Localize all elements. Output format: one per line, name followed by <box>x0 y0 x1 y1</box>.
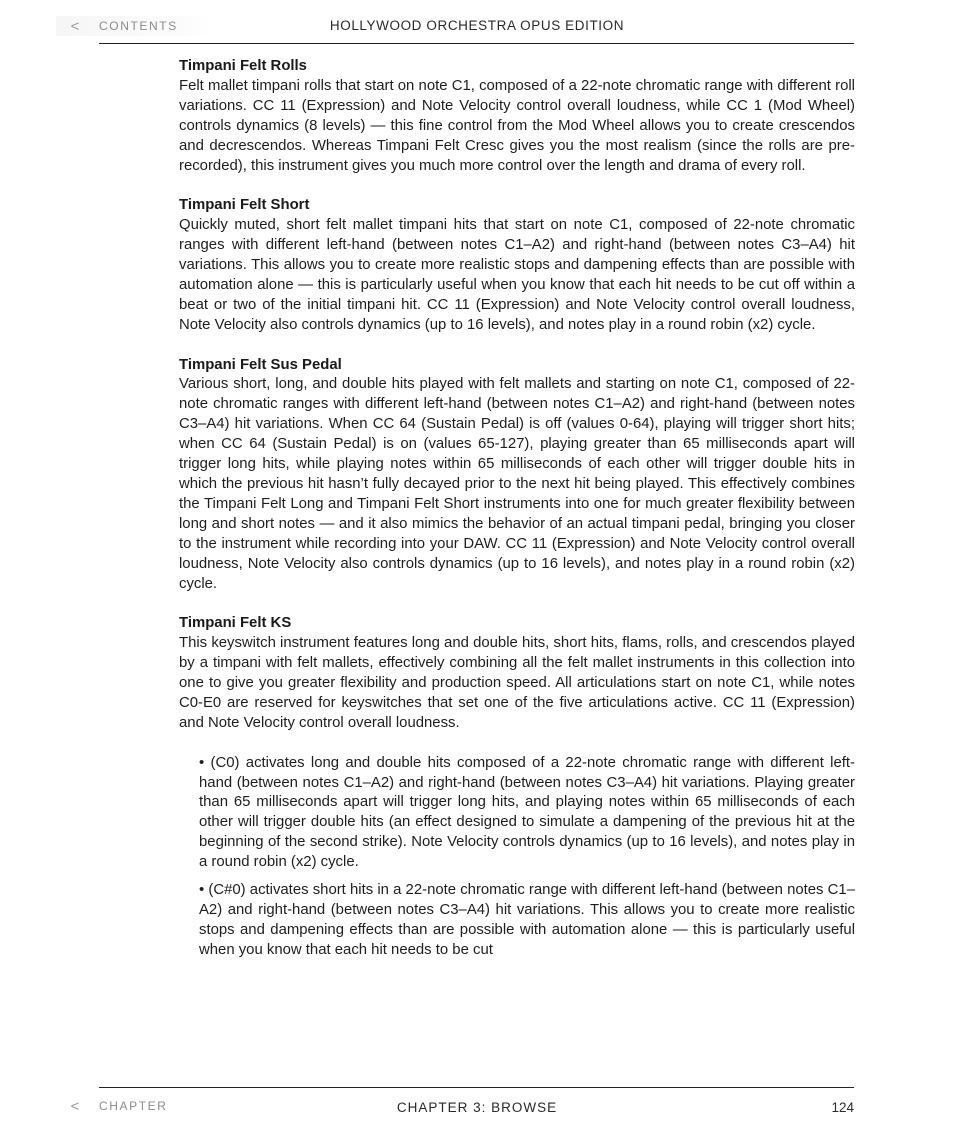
document-title: HOLLYWOOD ORCHESTRA OPUS EDITION <box>329 18 625 33</box>
section-timpani-felt-ks <box>179 614 855 733</box>
chevron-left-icon: < <box>70 1097 80 1115</box>
section-timpani-felt-short <box>179 196 855 335</box>
footer-divider <box>99 1087 854 1088</box>
section-heading: Timpani Felt Short <box>179 197 310 214</box>
page-content <box>179 57 855 969</box>
chapter-label: CHAPTER <box>99 1099 168 1113</box>
header-divider <box>99 43 854 44</box>
section-body: Various short, long, and double hits played with felt mallets and starting on note C1, composed of 22-note chromatic ranges with different left-hand (between notes C1–A2) and right-hand (between notes C3–A4) hit variations. When CC 64 (Sustain Pedal) is off (values 0-64), playing will trigger short hits; when CC 64 (Sustain Pedal) is on (values 65-127), playing greater than 65 milliseconds apart will trigger long hits, while playing notes within 65 milliseconds of each other will trigger double hits in which the previous hit hasn’t fully decayed prior to the next hit being played. This effectively combines the Timpani Felt Long and Timpani Felt Short instruments into one for much greater flexibility between long and short notes — and it also mimics the behavior of an actual timpani pedal, bringing you closer to the instrument while recording into your DAW. CC 11 (Expression) and Note Velocity control overall loudness, Note Velocity also controls dynamics (up to 16 levels), and notes play in a round robin (x2) cycle. <box>179 376 855 592</box>
chevron-left-icon: < <box>70 17 80 35</box>
section-heading: Timpani Felt KS <box>179 615 292 632</box>
section-body: Quickly muted, short felt mallet timpani hits that start on note C1, composed of 22-note chromatic ranges with different left-hand (between notes C1–A2) and right-hand (between notes C3–A4) hit variations. This allows you to create more realistic stops and dampening effects than are possible with automation alone — this is particularly useful when you know that each hit needs to be cut off within a beat or two of the initial timpani hit. CC 11 (Expression) and Note Velocity control overall loudness, Note Velocity also controls dynamics (up to 16 levels), and notes play in a round robin (x2) cycle. <box>179 217 855 333</box>
page-number: 124 <box>831 1100 854 1115</box>
section-timpani-felt-sus-pedal <box>179 356 855 595</box>
page-header <box>0 0 954 44</box>
section-body: Felt mallet timpani rolls that start on note C1, composed of a 22-note chromatic range with different roll variations. CC 11 (Expression) and Note Velocity control overall loudness, while CC 1 (Mod Wheel) controls dynamics (8 levels) — this fine control from the Mod Wheel allows you to create crescendos and decrescendos. Whereas Timpani Felt Cresc gives you the most realism (since the rolls are pre-recorded), this instrument gives you much more control over the length and drama of every roll. <box>179 77 855 174</box>
chapter-title: CHAPTER 3: BROWSE <box>396 1100 558 1115</box>
contents-label: CONTENTS <box>99 19 178 33</box>
section-heading: Timpani Felt Sus Pedal <box>179 356 342 373</box>
section-body: This keyswitch instrument features long and double hits, short hits, flams, rolls, and crescendos played by a timpani with felt mallets, effectively combining all the felt mallet instruments in this collection into one to give you greater flexibility and production speed. All articulations start on note C1, while notes C0-E0 are reserved for keyswitches that set one of the five articulations active. CC 11 (Expression) and Note Velocity control overall loudness. <box>179 635 855 731</box>
list-item: • (C0) activates long and double hits composed of a 22-note chromatic range with different left-hand (between notes C1–A2) and right-hand (between notes C3–A4) hit variations. Playing greater than 65 milliseconds apart will trigger long hits, and playing notes within 65 milliseconds of each other will trigger double hits (an effect designed to simulate a dampening of the previous hit at the beginning of the second strike). Note Velocity controls dynamics (up to 16 levels), and notes play in a round robin (x2) cycle. <box>199 754 855 871</box>
keyswitch-list <box>179 754 855 961</box>
section-heading: Timpani Felt Rolls <box>179 58 307 74</box>
section-timpani-felt-rolls <box>179 57 855 176</box>
list-item: • (C#0) activates short hits in a 22-note chromatic range with different left-hand (between notes C1–A2) and right-hand (between notes C3–A4) hit variations. This allows you to create more realistic stops and dampening effects than are possible with automation alone — this is particularly useful when you know that each hit needs to be cut <box>199 882 855 958</box>
